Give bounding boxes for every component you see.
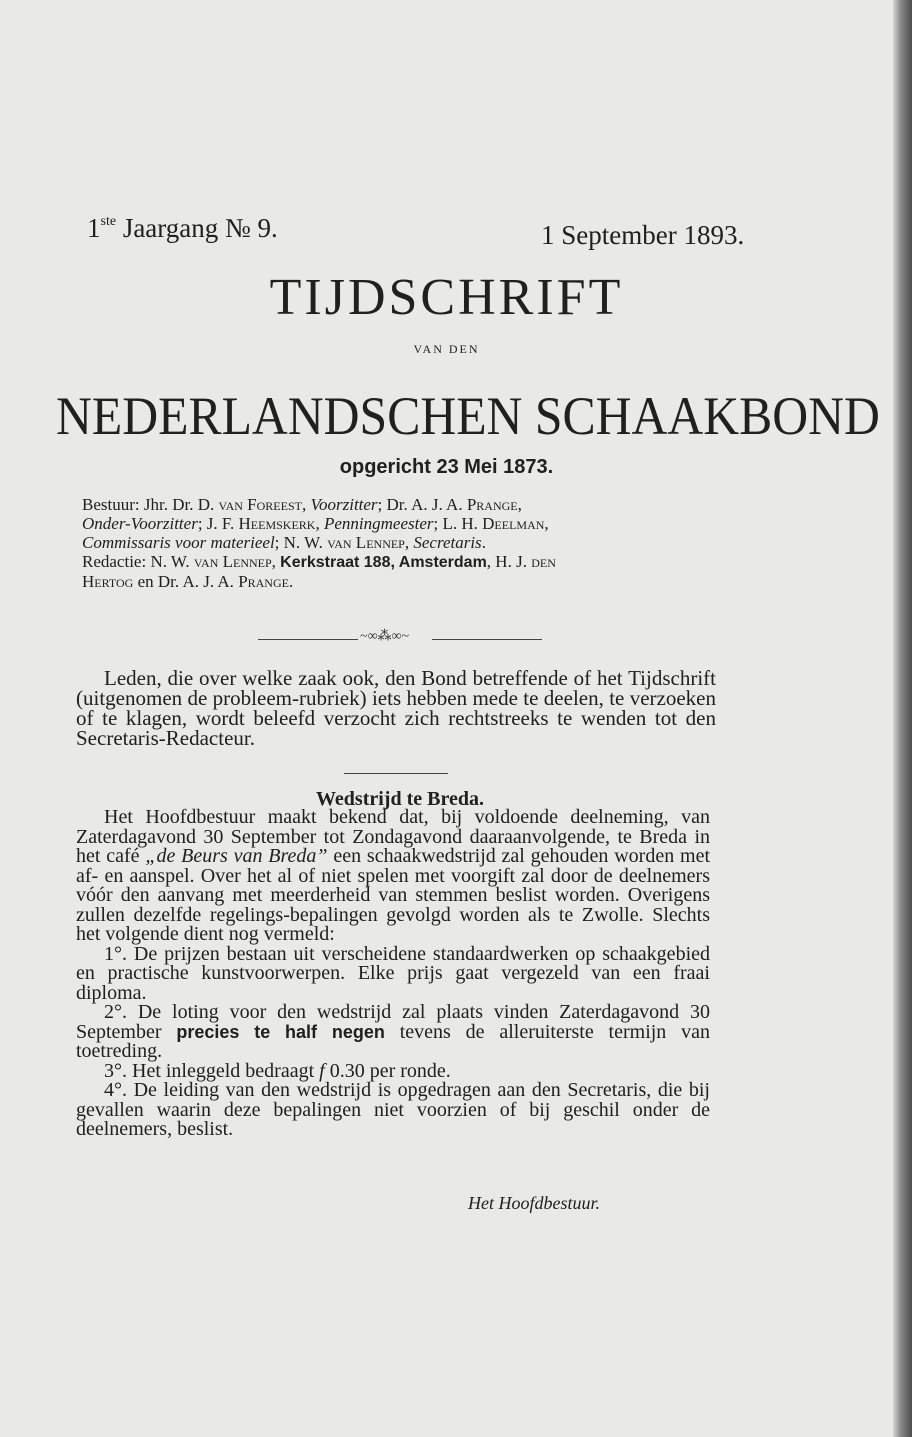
issue-prefix: 1 xyxy=(87,213,101,243)
member-notice: Leden, die over welke zaak ook, den Bond betreffende of het Tijdschrift (uitgenomen de probleem-rubriek) iets hebben mede te deelen, te verzoeken of te klagen, wordt beleefd verzocht zich rechtstreeks te wenden tot den Secretaris-Redacteur. xyxy=(76,666,716,750)
organization-name: NEDERLANDSCHEN SCHAAKBOND xyxy=(56,386,880,446)
ornament-divider: ~∞⁂∞~ xyxy=(360,629,410,644)
section-divider xyxy=(344,773,448,774)
paragraph-announcement: Het Hoofdbestuur maakt bekend dat, bij voldoende deelneming, van Zaterdagavond 30 September tot Zondagavond daaraanvolgende, te Breda in het café „de Beurs van Breda” een schaakwedstrijd zal gehouden worden met af- en aanspel. Over het al of niet spelen met voorgift zal door de deelnemers vóór den aanvang met meerderheid van stemmen beslist worden. Overigens zullen dezelfde regelings-bepalingen gevolgd worden als te Zwolle. Slechts het volgende dient nog vermeld: xyxy=(76,806,710,945)
paragraph-prizes: 1°. De prijzen bestaan uit verscheidene standaardwerken op schaakgebied en practische kunstvoorwerpen. Elke prijs gaat vergezeld van een fraai diploma. xyxy=(76,942,710,1004)
issue-superscript: ste xyxy=(100,214,117,229)
paragraph-draw: 2°. De loting voor den wedstrijd zal plaats vinden Zaterdagavond 30 September precies te half negen tevens de alleruiterste termijn van toetreding. xyxy=(76,1001,711,1062)
paragraph-leadership: 4°. De leiding van den wedstrijd is opgedragen aan den Secretaris, die bij gevallen waarin deze bepalingen niet voorzien of bij geschil onder de deelnemers, beslist. xyxy=(76,1079,710,1140)
journal-title: TIJDSCHRIFT xyxy=(269,269,624,326)
section-heading: Wedstrijd te Breda. xyxy=(316,788,484,810)
issue-number xyxy=(87,213,278,244)
section-body xyxy=(76,808,710,1140)
signature: Het Hoofdbestuur. xyxy=(468,1193,600,1213)
founded-line: opgericht 23 Mei 1873. xyxy=(339,456,554,478)
divider-rule-left xyxy=(258,639,358,640)
issue-text: Jaargang № 9. xyxy=(122,213,278,243)
divider-rule-right xyxy=(432,639,542,640)
board-listing: Bestuur: Jhr. Dr. D. van Foreest, Voorzitter; Dr. A. J. A. Prange, Onder-Voorzitter; J. F. Heemskerk, Penningmeester; L. H. Deelman, Commissaris voor materieel; N. W. van Lennep, Secretaris. Redactie: N. W. van Lennep, Kerkstraat 188, Amsterdam, H. J. den Hertog en Dr. A. J. A. Prange. xyxy=(82,495,556,591)
title-connector: VAN DEN xyxy=(413,342,480,356)
page-edge xyxy=(893,0,912,1437)
issue-date: 1 September 1893. xyxy=(541,220,745,250)
paragraph-fee: 3°. Het inleggeld bedraagt f 0.30 per ronde. xyxy=(104,1059,451,1082)
